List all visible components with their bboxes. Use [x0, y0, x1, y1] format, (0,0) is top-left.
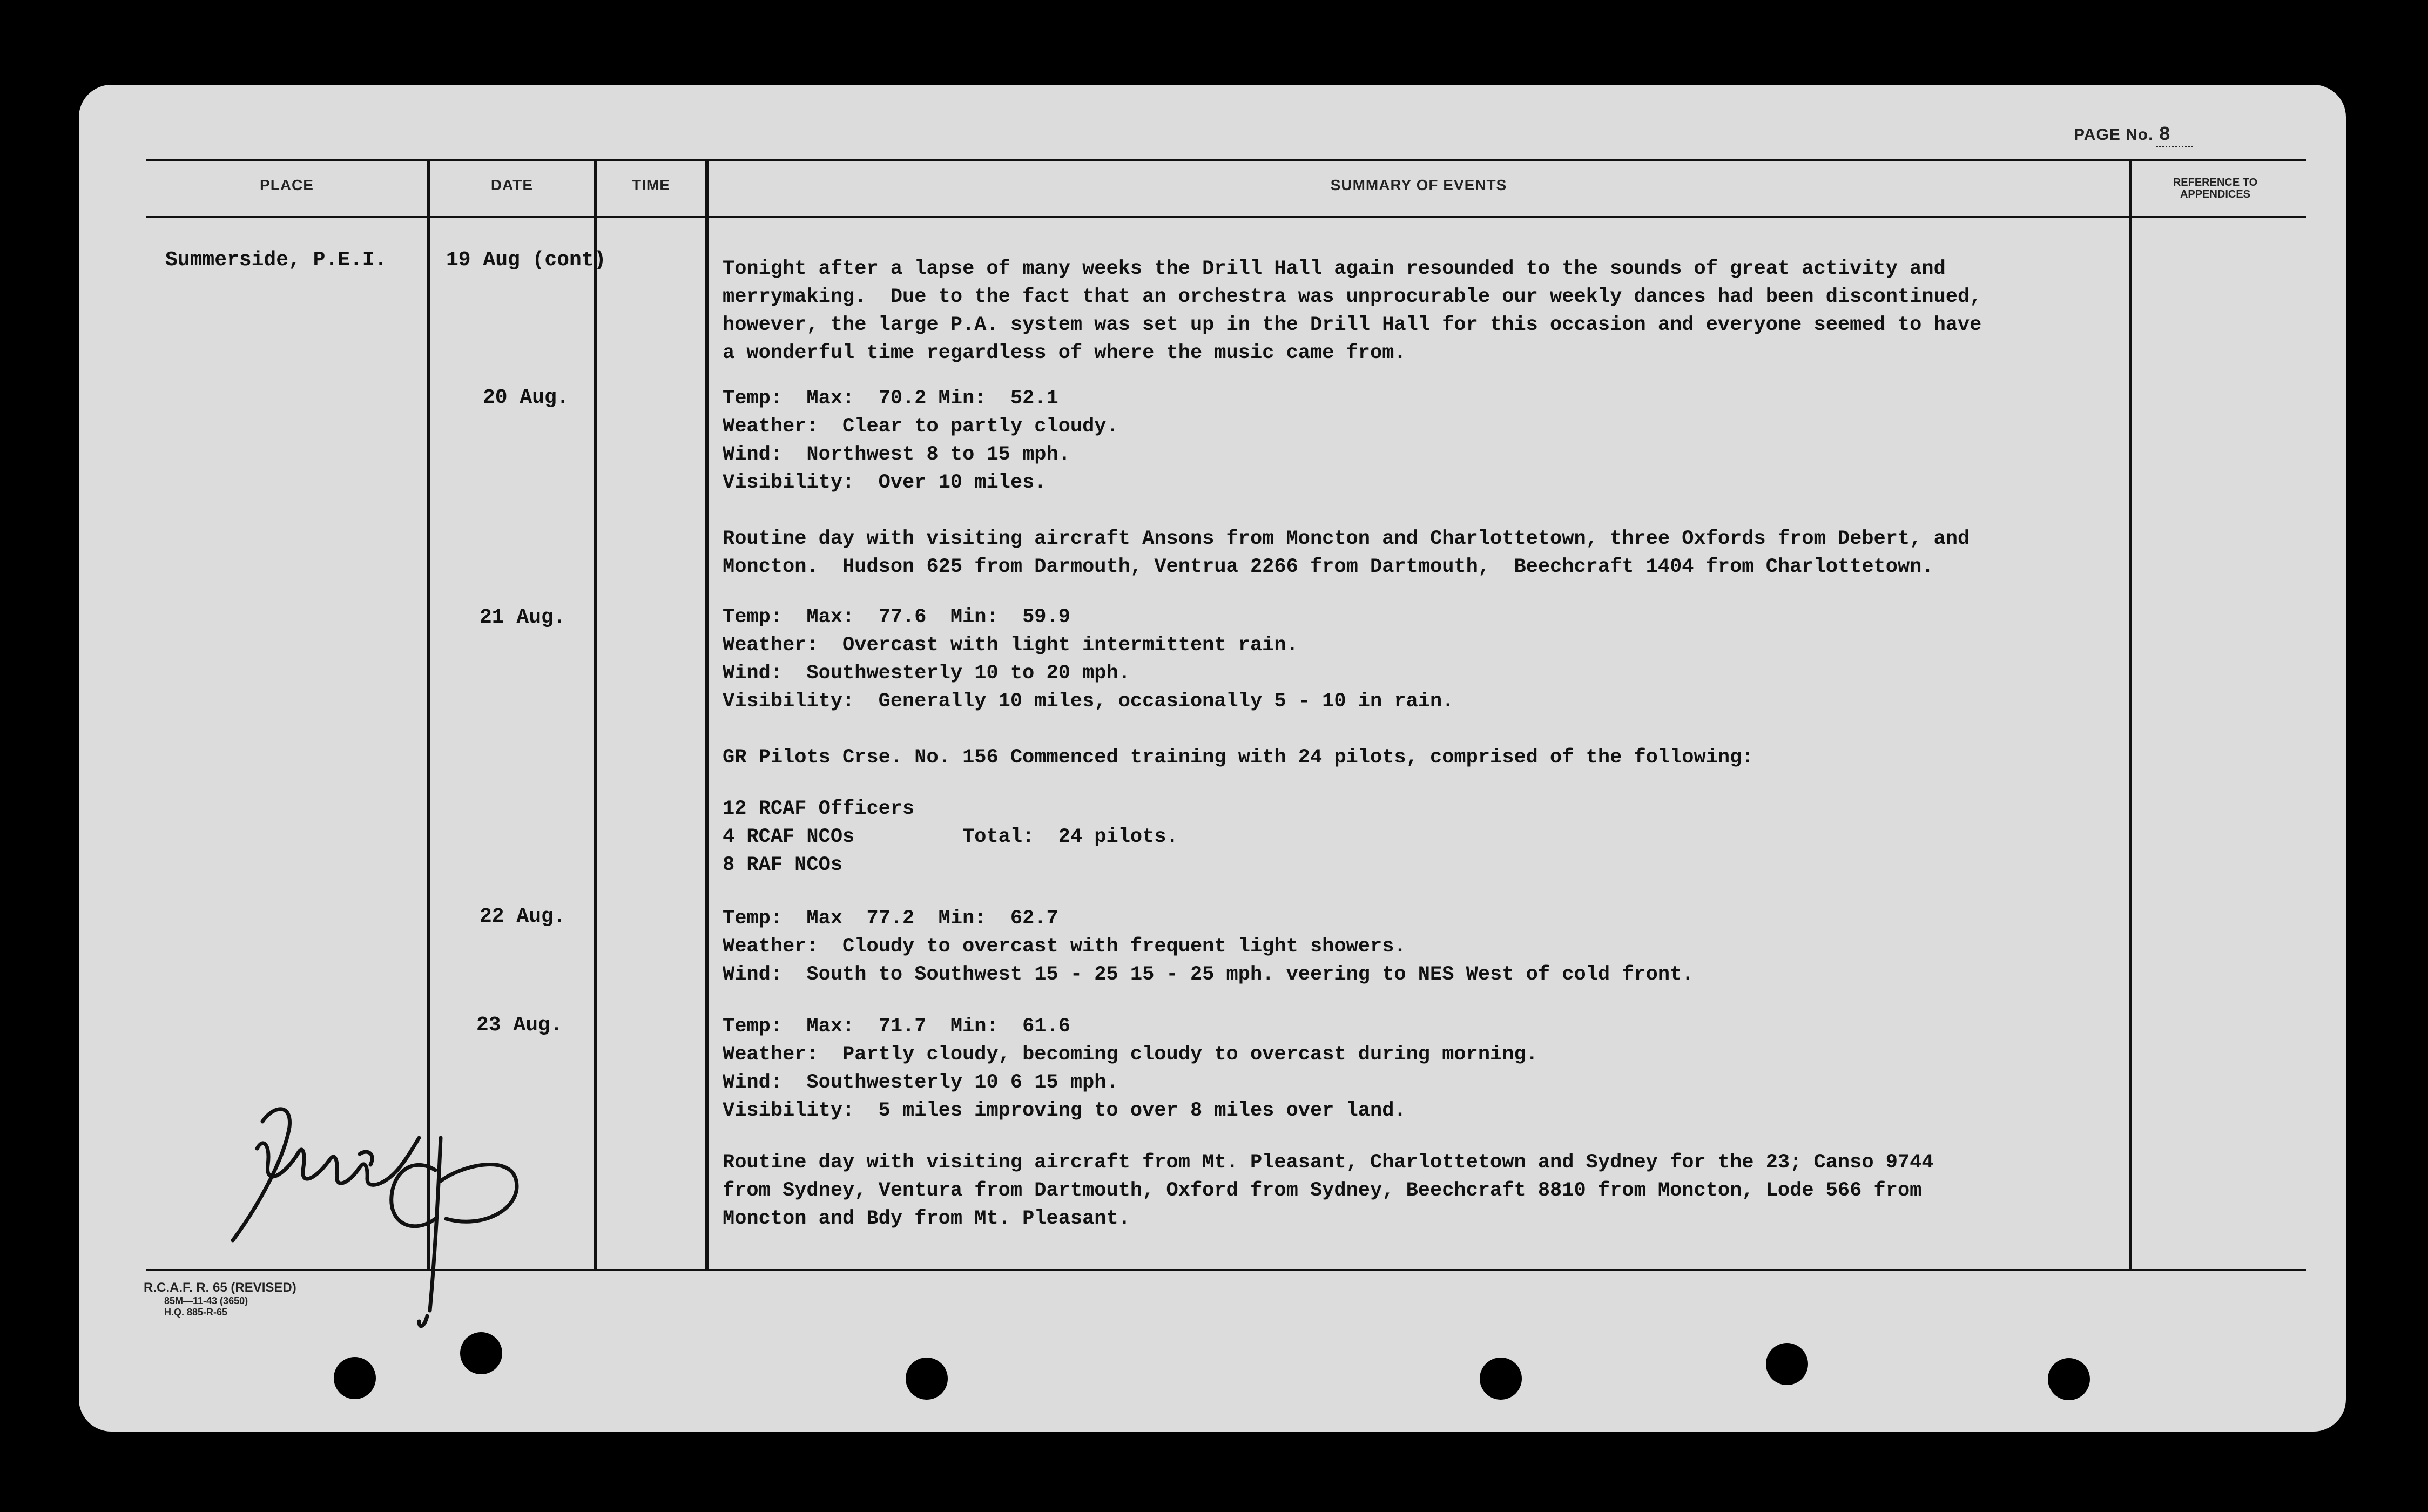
column-header-summary: SUMMARY OF EVENTS	[1330, 177, 1507, 193]
punch-hole	[906, 1358, 948, 1400]
summary-line: Routine day with visiting aircraft Ansons from Moncton and Charlottetown, three Oxfords from Debert, and	[723, 528, 1970, 550]
header-rule	[146, 216, 2306, 218]
date-cell: 23 Aug.	[476, 1014, 563, 1037]
date-cell: 22 Aug.	[480, 905, 566, 928]
summary-line: Tonight after a lapse of many weeks the Drill Hall again resounded to the sounds of great activity and	[723, 258, 1946, 280]
summary-line: Visibility: Generally 10 miles, occasionally 5 - 10 in rain.	[723, 690, 1454, 713]
summary-line: Moncton and Bdy from Mt. Pleasant.	[723, 1207, 1130, 1230]
form-id-line: R.C.A.F. R. 65 (REVISED)	[144, 1280, 296, 1295]
summary-line: however, the large P.A. system was set up in the Drill Hall for this occasion and everyone seemed to have	[723, 314, 1982, 336]
column-header-date: DATE	[490, 177, 534, 193]
summary-line: Routine day with visiting aircraft from Mt. Pleasant, Charlottetown and Sydney for the 23; Canso 9744	[723, 1151, 1934, 1174]
form-id-line: 85M—11-43 (3650)	[164, 1295, 248, 1306]
summary-line: Temp: Max: 77.6 Min: 59.9	[723, 606, 1070, 629]
column-header-place: PLACE	[260, 177, 314, 193]
time-summary-divider	[705, 160, 709, 1270]
summary-line: Temp: Max: 70.2 Min: 52.1	[723, 387, 1058, 410]
punch-hole	[2048, 1358, 2090, 1400]
summary-line: GR Pilots Crse. No. 156 Commenced training with 24 pilots, comprised of the following:	[723, 746, 1754, 769]
place-cell: Summerside, P.E.I.	[165, 248, 387, 272]
date-cell: 21 Aug.	[480, 606, 566, 629]
punch-hole	[1480, 1358, 1522, 1400]
summary-line: Weather: Overcast with light intermittent rain.	[723, 634, 1298, 657]
summary-line: a wonderful time regardless of where the music came from.	[723, 342, 1406, 364]
form-id-line: H.Q. 885-R-65	[164, 1307, 228, 1318]
page-number-value: 8	[2156, 124, 2193, 147]
summary-line: 4 RCAF NCOs Total: 24 pilots.	[723, 826, 1178, 848]
diary-page	[79, 85, 2346, 1432]
summary-line: Wind: South to Southwest 15 - 25 15 - 25 mph. veering to NES West of cold front.	[723, 963, 1694, 986]
column-header-reference: REFERENCE TO APPENDICES	[2173, 177, 2258, 200]
top-rule	[146, 159, 2306, 161]
column-header-time: TIME	[632, 177, 670, 193]
summary-line: Weather: Partly cloudy, becoming cloudy to overcast during morning.	[723, 1043, 1538, 1066]
punch-hole	[460, 1332, 502, 1374]
summary-line: Wind: Southwesterly 10 6 15 mph.	[723, 1071, 1118, 1094]
summary-line: Wind: Northwest 8 to 15 mph.	[723, 443, 1070, 466]
punch-hole	[1766, 1343, 1808, 1385]
summary-line: Temp: Max 77.2 Min: 62.7	[723, 907, 1058, 930]
page-number-label: PAGE No.	[2074, 126, 2154, 144]
summary-line: Temp: Max: 71.7 Min: 61.6	[723, 1015, 1070, 1038]
page-number	[2074, 124, 2193, 146]
summary-line: merrymaking. Due to the fact that an orchestra was unprocurable our weekly dances had been discontinued,	[723, 286, 1982, 308]
punch-hole	[334, 1357, 376, 1399]
summary-line: 12 RCAF Officers	[723, 798, 915, 820]
summary-line: Moncton. Hudson 625 from Darmouth, Ventrua 2266 from Dartmouth, Beechcraft 1404 from Charlottetown.	[723, 556, 1934, 578]
summary-line: 8 RAF NCOs	[723, 854, 843, 876]
summary-line: Visibility: Over 10 miles.	[723, 471, 1047, 494]
summary-line: Wind: Southwesterly 10 to 20 mph.	[723, 662, 1130, 685]
summary-line: from Sydney, Ventura from Dartmouth, Oxford from Sydney, Beechcraft 8810 from Moncton, Lode 566 from	[723, 1179, 1922, 1202]
date-cell: 20 Aug.	[483, 386, 569, 409]
summary-line: Weather: Cloudy to overcast with frequent light showers.	[723, 935, 1406, 958]
date-cell: 19 Aug (cont)	[446, 248, 606, 272]
form-identifier	[144, 1280, 296, 1318]
summary-line: Weather: Clear to partly cloudy.	[723, 415, 1118, 438]
summary-ref-divider	[2129, 160, 2132, 1270]
summary-line: Visibility: 5 miles improving to over 8 miles over land.	[723, 1099, 1406, 1122]
